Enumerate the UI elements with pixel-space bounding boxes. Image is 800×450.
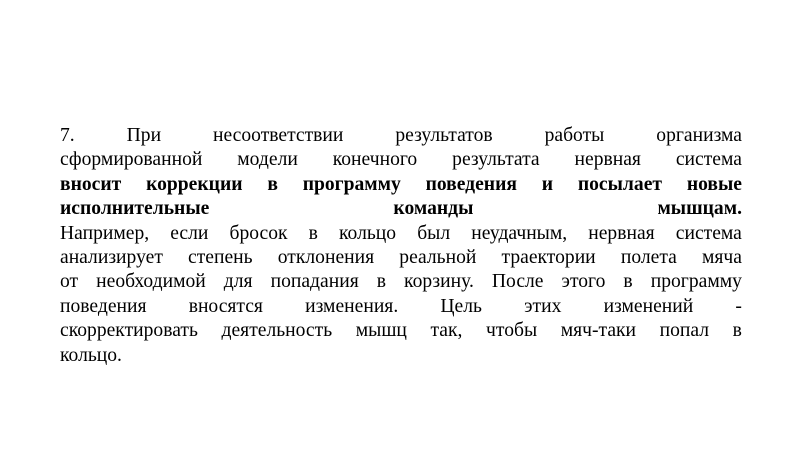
word: чтобы: [486, 320, 538, 342]
paragraph-line-2: [60, 148, 742, 172]
word: коррекции: [146, 173, 243, 195]
word: корзину.: [404, 271, 474, 293]
paragraph-line-4-bold: [60, 197, 742, 221]
word: -: [735, 295, 742, 317]
word: мяча: [701, 246, 742, 268]
word: мышцам.: [657, 198, 742, 220]
word: в: [732, 320, 742, 342]
word: вносит: [60, 173, 122, 195]
word: поведения: [425, 173, 517, 195]
word: результатов: [395, 125, 493, 146]
word: После: [491, 271, 544, 293]
word: скорректировать: [60, 320, 198, 342]
word: конечного: [332, 149, 418, 171]
word: этих: [524, 295, 562, 317]
paragraph-line-6: [60, 246, 742, 270]
word: работы: [544, 125, 605, 146]
word: команды: [393, 198, 474, 220]
word: анализирует: [60, 246, 163, 268]
word: Например,: [60, 222, 150, 244]
word: попадания: [270, 271, 359, 293]
word: если: [170, 222, 209, 244]
word: модели: [237, 149, 298, 171]
word: степень: [188, 246, 253, 268]
word: несоответствии: [213, 125, 344, 146]
word: мышц: [355, 320, 407, 342]
word: система: [675, 222, 742, 244]
word: изменений: [603, 295, 694, 317]
paragraph-line-8: [60, 295, 742, 319]
word: необходимой: [96, 271, 206, 293]
word: отклонения: [277, 246, 375, 268]
word: полета: [620, 246, 677, 268]
word: посылает: [577, 173, 663, 195]
paragraph-line-7: [60, 270, 742, 294]
word: и: [541, 173, 554, 195]
word: поведения: [60, 295, 147, 317]
paragraph-line-3-bold: [60, 173, 742, 197]
paragraph-line-10: [60, 344, 742, 368]
paragraph-line-9: [60, 319, 742, 343]
word: попал: [659, 320, 710, 342]
word: в: [308, 222, 318, 244]
word: нервная: [588, 222, 655, 244]
word: траектории: [501, 246, 596, 268]
word: этого: [561, 271, 606, 293]
word: вносятся: [188, 295, 263, 317]
word: нервная: [574, 149, 641, 171]
word: так,: [430, 320, 463, 342]
word: новые: [686, 173, 742, 195]
word: сформированной: [60, 149, 203, 171]
paragraph-line-1: [60, 124, 742, 148]
paragraph: [60, 124, 742, 368]
word: в: [376, 271, 387, 293]
word: результата: [452, 149, 540, 171]
word: мяч-таки: [560, 320, 637, 342]
word: организма: [656, 125, 742, 146]
word: кольцо.: [60, 344, 122, 366]
word: был: [417, 222, 451, 244]
word: система: [675, 149, 742, 171]
word: реальной: [399, 246, 477, 268]
word: Цель: [440, 295, 482, 317]
word: неудачным,: [471, 222, 568, 244]
word: от: [60, 271, 79, 293]
paragraph-line-5: [60, 222, 742, 246]
word: 7.: [60, 125, 75, 146]
word: При: [126, 125, 162, 146]
word: в: [623, 271, 633, 293]
word: бросок: [229, 222, 288, 244]
word: для: [223, 271, 253, 293]
word: в: [267, 173, 278, 195]
word: программу: [650, 271, 742, 293]
word: программу: [302, 173, 401, 195]
word: деятельность: [221, 320, 333, 342]
word: исполнительные: [60, 198, 210, 220]
word: изменения.: [305, 295, 399, 317]
word: кольцо: [339, 222, 397, 244]
